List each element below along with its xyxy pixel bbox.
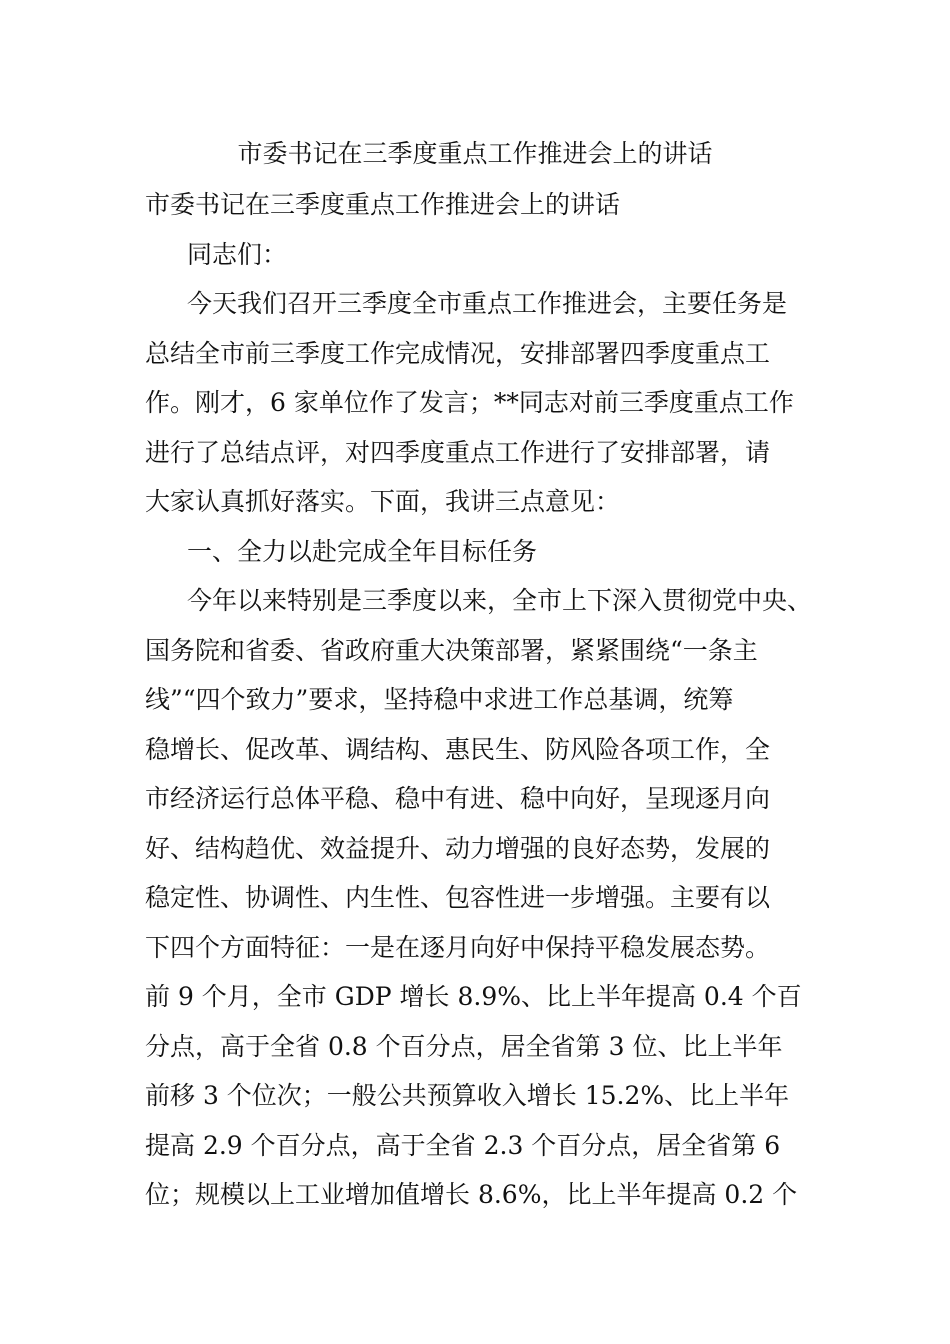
text-line: 下四个方面特征：一是在逐月向好中保持平稳发展态势。 [145,932,771,962]
document-title: 市委书记在三季度重点工作推进会上的讲话 [237,139,713,168]
text-line: 国务院和省委、省政府重大决策部署，紧紧围绕“一条主 [145,635,758,665]
text-line: 稳增长、促改革、调结构、惠民生、防风险各项工作，全 [145,734,771,764]
text-line: 好、结构趋优、效益提升、动力增强的良好态势，发展的 [145,833,771,863]
text-line: 稳定性、协调性、内生性、包容性进一步增强。主要有以 [145,883,771,912]
text-line: 提高 2.9 个百分点，高于全省 2.3 个百分点，居全省第 6 [145,1130,781,1160]
text-line: 线”“四个致力”要求，坚持稳中求进工作总基调，统筹 [145,685,734,714]
text-line: 大家认真抓好落实。下面，我讲三点意见： [145,487,621,516]
text-line: 位；规模以上工业增加值增长 8.6%，比上半年提高 0.2 个 [145,1180,798,1209]
text-line: 进行了总结点评，对四季度重点工作进行了安排部署，请 [145,437,771,467]
text-line: 分点，高于全省 0.8 个百分点，居全省第 3 位、比上半年 [145,1031,783,1061]
text-line: 前 9 个月，全市 GDP 增长 8.9%、比上半年提高 0.4 个百 [145,982,802,1011]
text-line: 同志们： [187,239,288,269]
document-body [145,180,835,1220]
text-line: 作。刚才，6 家单位作了发言；**同志对前三季度重点工作 [145,388,794,417]
text-line: 今年以来特别是三季度以来，全市上下深入贯彻党中央、 [187,586,813,615]
text-line: 前移 3 个位次；一般公共预算收入增长 15.2%、比上半年 [145,1081,790,1110]
text-line: 今天我们召开三季度全市重点工作推进会，主要任务是 [187,289,788,318]
text-line: 一、全力以赴完成全年目标任务 [187,536,538,566]
text-line: 总结全市前三季度工作完成情况，安排部署四季度重点工 [145,338,771,368]
text-line: 市经济运行总体平稳、稳中有进、稳中向好，呈现逐月向 [145,784,771,813]
text-line: 市委书记在三季度重点工作推进会上的讲话 [145,190,621,219]
